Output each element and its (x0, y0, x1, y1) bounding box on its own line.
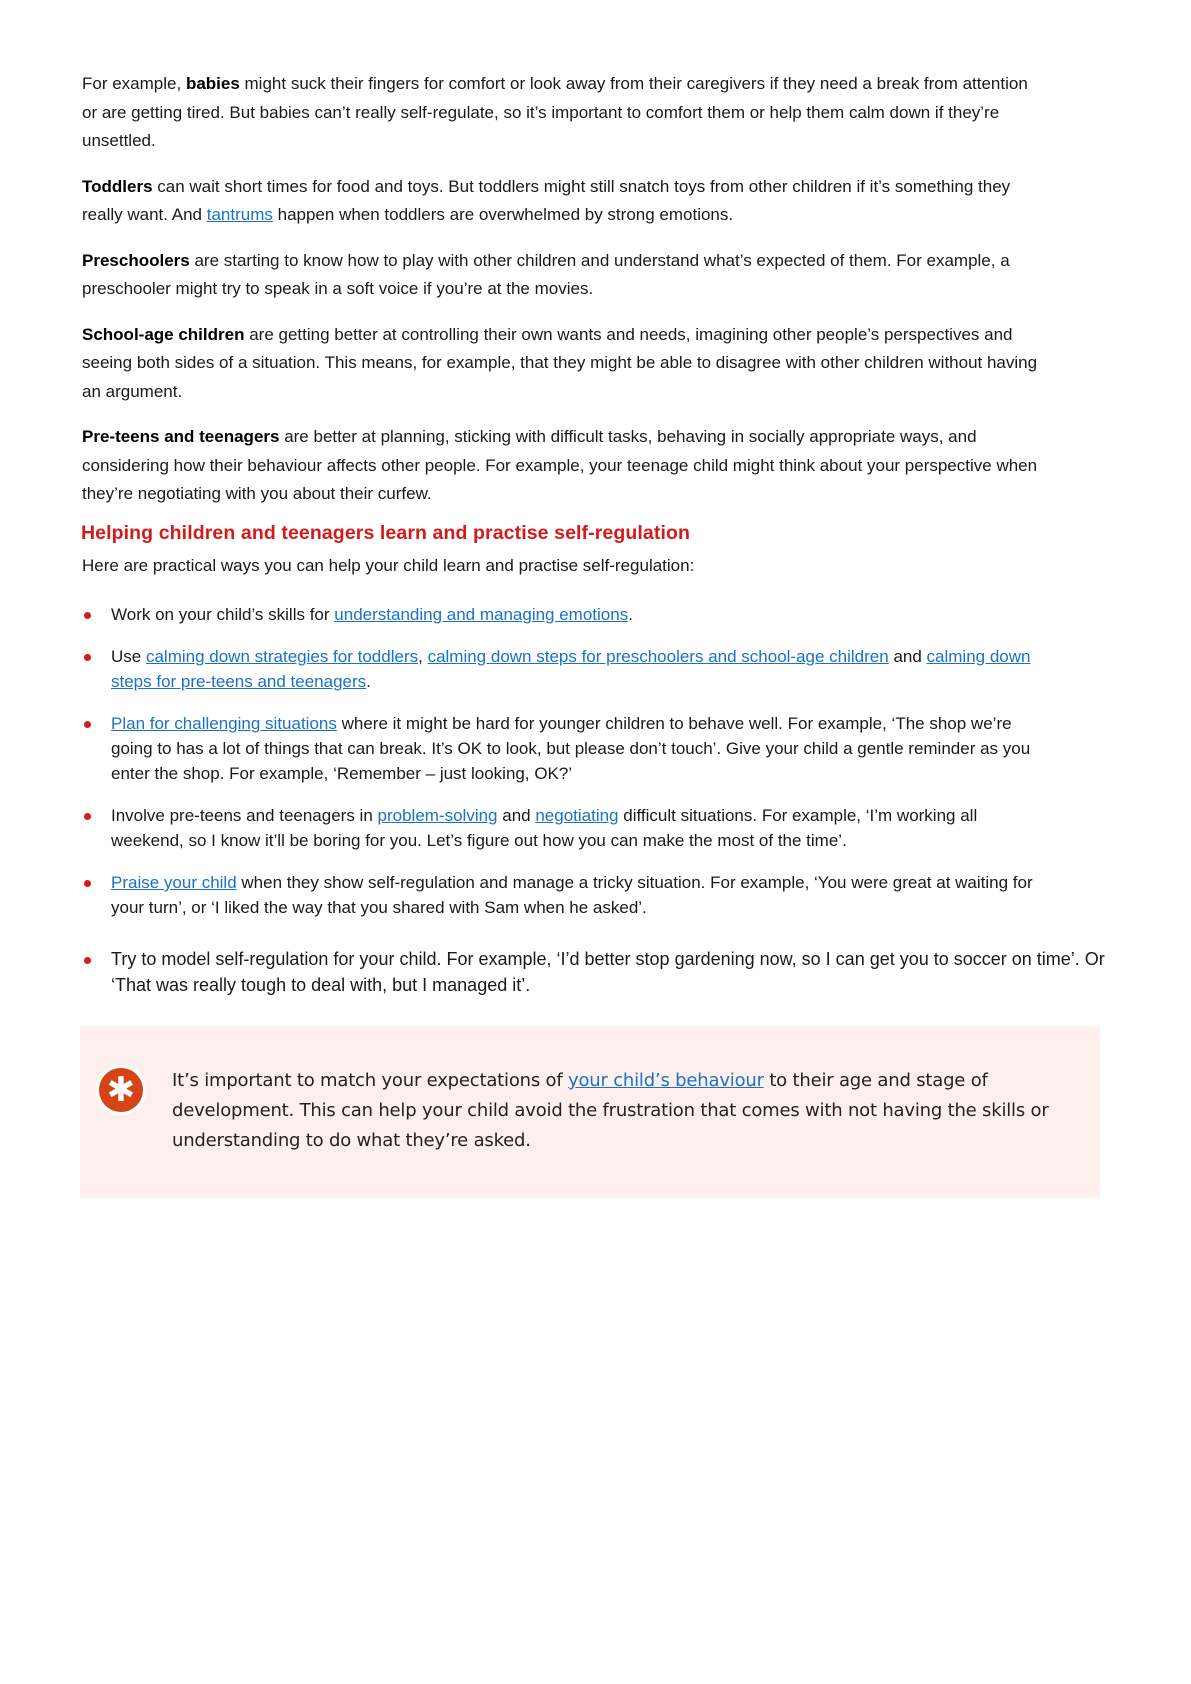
section-heading: Helping children and teenagers learn and practise self-regulation (81, 521, 690, 544)
bold-term: babies (185, 74, 240, 93)
article-body (81, 70, 1105, 1015)
bold-term: School-age children (82, 324, 245, 344)
bold-term: Preschoolers (82, 250, 190, 270)
list-item-text: Involve pre-teens and teenagers in (111, 806, 378, 825)
list-item (82, 803, 1041, 853)
list-item-text: . (366, 672, 371, 691)
list-item-text: when they show self-regulation and manage a tricky situation. For example, ‘You were great at waiting for your turn’, or ‘I liked the way that you shared with Sam when he asked’. (111, 873, 1033, 917)
tips-list (82, 602, 1105, 998)
list-item (82, 602, 1041, 627)
calming-teenagers-link[interactable]: calming down steps for pre-teens and teenagers (111, 647, 1031, 691)
list-item (82, 644, 1041, 694)
paragraph-babies (82, 70, 1042, 156)
praise-your-child-link[interactable]: Praise your child (111, 873, 237, 892)
bullet-icon (84, 721, 91, 728)
paragraph-preschoolers (82, 247, 1042, 304)
list-item-text: where it might be hard for younger children to behave well. For example, ‘The shop we’re going to has a lot of things that can break. It’s OK to look, but please don’t touch’. Give your child a gentle reminder as you enter the shop. For example, ‘Remember – just looking, OK?’ (111, 714, 1031, 783)
list-item-text: Use (111, 647, 146, 666)
list-item-text: Try to model self-regulation for your child. For example, ‘I’d better stop gardening now, so I can get you to soccer on time’. Or ‘That was really tough to deal with, but I managed it’. (111, 949, 1105, 995)
asterisk-icon: ✱ (99, 1068, 143, 1112)
bold-term: Toddlers (82, 176, 153, 196)
paragraph-text: are better at planning, sticking with difficult tasks, behaving in socially appropriate ways, and considering how their behaviour affects other people. For example, your teenage child might think about your perspective when they’re negotiating with you about their curfew. (82, 427, 1038, 503)
paragraph-text: For example, (82, 74, 186, 93)
tantrums-link[interactable]: tantrums (206, 205, 273, 224)
bullet-icon (84, 957, 91, 964)
negotiating-link[interactable]: negotiating (535, 806, 619, 825)
list-item-text: and (888, 647, 927, 666)
list-item (82, 711, 1041, 786)
note-text (172, 1066, 1052, 1156)
list-item-text: , (418, 647, 428, 666)
section-intro: Here are practical ways you can help your child learn and practise self-regulation: (82, 555, 695, 575)
list-item (82, 946, 1111, 998)
list-item-text: difficult situations. For example, ‘I’m working all weekend, so I know it’ll be boring for you. Let’s figure out how you can make the most of the time’. (111, 806, 978, 850)
calming-toddlers-link[interactable]: calming down strategies for toddlers (145, 647, 419, 666)
paragraph-text: are getting better at controlling their own wants and needs, imagining other people’s perspectives and seeing both sides of a situation. This means, for example, that they might be able to disagree with other children without having an argument. (82, 324, 1038, 401)
bullet-icon (84, 813, 91, 820)
list-item-text: Work on your child’s skills for (111, 605, 335, 624)
understanding-emotions-link[interactable]: understanding and managing emotions (334, 605, 629, 624)
paragraph-teens (82, 423, 1042, 509)
challenging-situations-link[interactable]: Plan for challenging situations (111, 714, 337, 733)
note-callout (80, 1026, 1100, 1198)
child-behaviour-link[interactable]: your child’s behaviour (568, 1070, 764, 1091)
calming-preschoolers-link[interactable]: calming down steps for preschoolers and school-age children (427, 647, 889, 666)
paragraph-text: happen when toddlers are overwhelmed by strong emotions. (272, 205, 734, 224)
list-item-text: and (497, 806, 536, 825)
bullet-icon (84, 880, 91, 887)
list-item-text: . (628, 605, 633, 624)
list-item (82, 870, 1041, 920)
bullet-icon (84, 654, 91, 661)
bold-term: Pre-teens and teenagers (82, 427, 280, 446)
paragraph-text: are starting to know how to play with other children and understand what’s expected of them. For example, a preschooler might try to speak in a soft voice if you’re at the movies. (82, 250, 1010, 298)
problem-solving-link[interactable]: problem-solving (377, 806, 498, 825)
paragraph-text: might suck their fingers for comfort or look away from their caregivers if they need a break from attention or are getting tired. But babies can’t really self-regulate, so it’s important to comfort them or help them calm down if they’re unsettled. (82, 74, 1028, 150)
note-text-part: It’s important to match your expectations of (172, 1070, 569, 1091)
paragraph-school-age (82, 321, 1042, 407)
note-text-part: to their age and stage of development. This can help your child avoid the frustration that comes with not having the skills or understanding to do what they’re asked. (172, 1070, 1049, 1151)
paragraph-text: can wait short times for food and toys. But toddlers might still snatch toys from other children if it’s something they really want. And (82, 176, 1011, 224)
paragraph-toddlers (82, 173, 1042, 230)
bullet-icon (84, 612, 91, 619)
